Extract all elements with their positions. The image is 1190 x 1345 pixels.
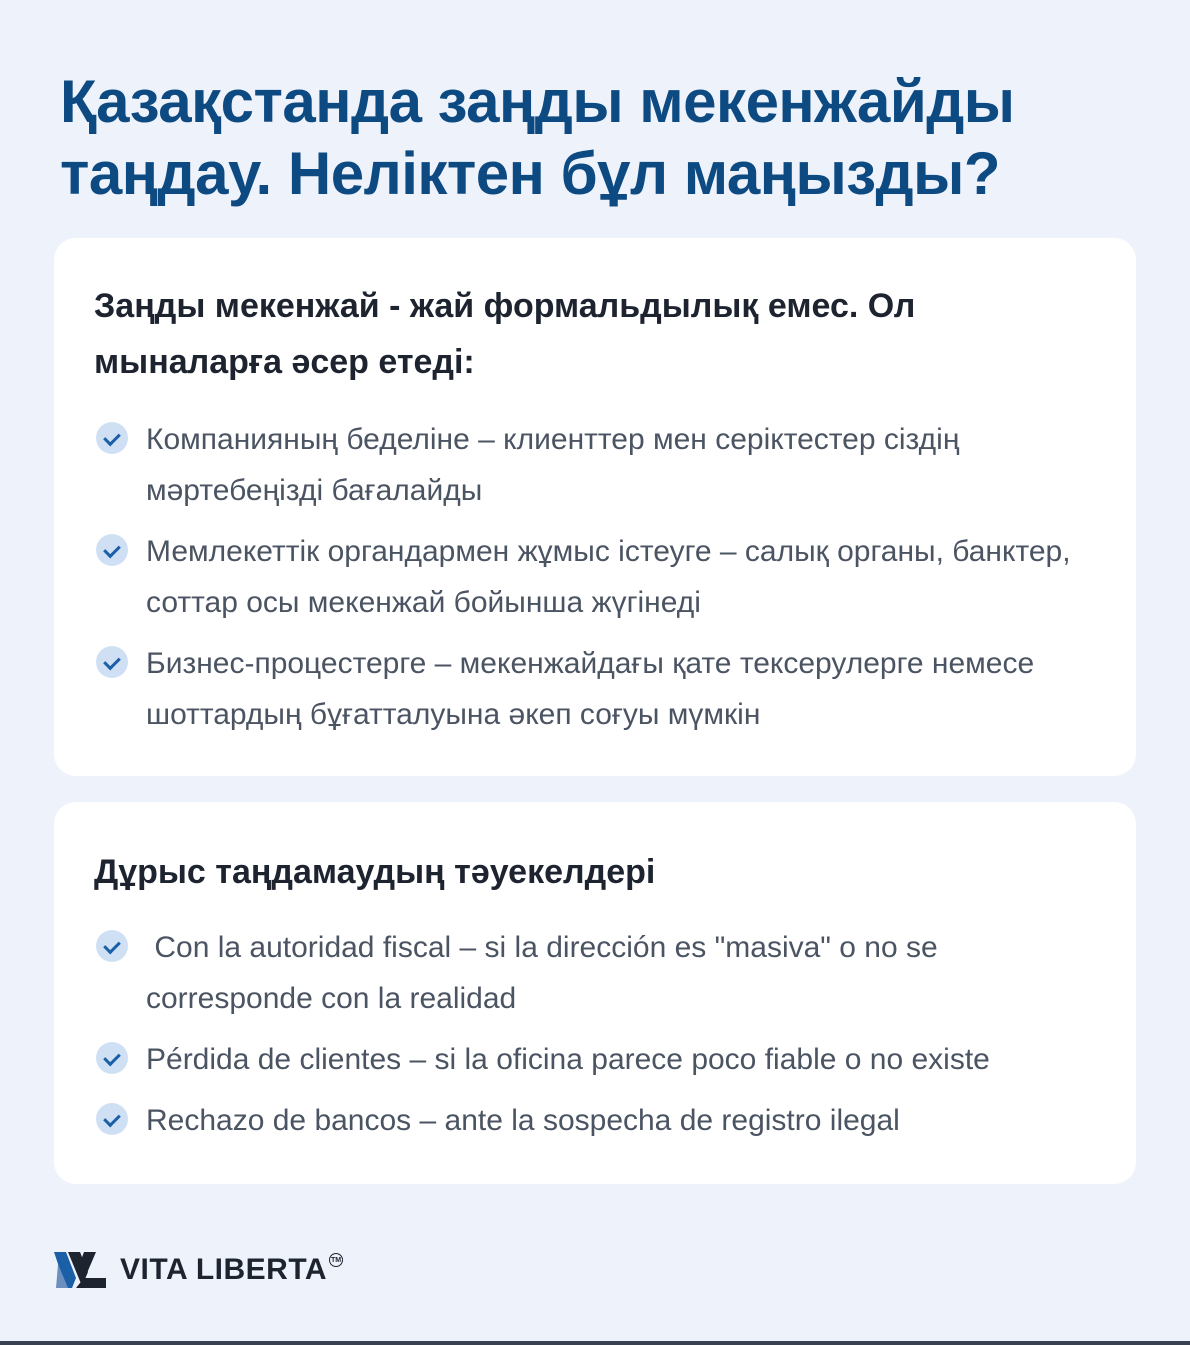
check-circle-icon: [96, 422, 128, 454]
list-item: [94, 922, 1104, 1024]
check-circle-icon: [96, 646, 128, 678]
list-item: [94, 1095, 1104, 1146]
list-item-text: Компанияның беделіне – клиенттер мен серіктестер сіздің мәртебеңізді бағалайды: [146, 423, 960, 507]
page-title: Қазақстанда заңды мекенжайды таңдау. Неліктен бұл маңызды?: [60, 68, 1015, 207]
brand-logo: [54, 1248, 343, 1292]
risks-heading: Дұрыс таңдамаудың тәуекелдері: [94, 853, 656, 891]
risks-list: [94, 922, 1104, 1156]
check-circle-icon: [96, 1042, 128, 1074]
list-item: [94, 526, 1104, 628]
list-item-text: Бизнес-процестерге – мекенжайдағы қате тексерулерге немесе шоттардың бұғатталуына әкеп соғуы мүмкін: [146, 647, 1035, 731]
vl-logo-icon: [54, 1250, 108, 1290]
list-item: [94, 1034, 1104, 1085]
list-item: [94, 638, 1104, 740]
importance-heading: Заңды мекенжай - жай формальдылық емес. Ол мыналарға әсер етеді:: [94, 287, 916, 381]
check-circle-icon: [96, 534, 128, 566]
importance-card: [54, 238, 1136, 776]
bottom-divider: [0, 1341, 1190, 1345]
risks-card: [54, 802, 1136, 1184]
trademark-badge: TM: [329, 1253, 343, 1267]
brand-name: VITA LIBERTA: [120, 1253, 328, 1286]
list-item-text: Con la autoridad fiscal – si la dirección es "masiva" o no se corresponde con la realidad: [146, 931, 947, 1015]
list-item: [94, 414, 1104, 516]
check-circle-icon: [96, 1103, 128, 1135]
list-item-text: Мемлекеттік органдармен жұмыс істеуге – салық органы, банктер, соттар осы мекенжай бойынша жүгінеді: [146, 535, 1071, 619]
list-item-text: Rechazo de bancos – ante la sospecha de registro ilegal: [146, 1104, 900, 1137]
importance-list: [94, 414, 1104, 750]
list-item-text: Pérdida de clientes – si la oficina parece poco fiable o no existe: [146, 1043, 990, 1076]
check-circle-icon: [96, 930, 128, 962]
